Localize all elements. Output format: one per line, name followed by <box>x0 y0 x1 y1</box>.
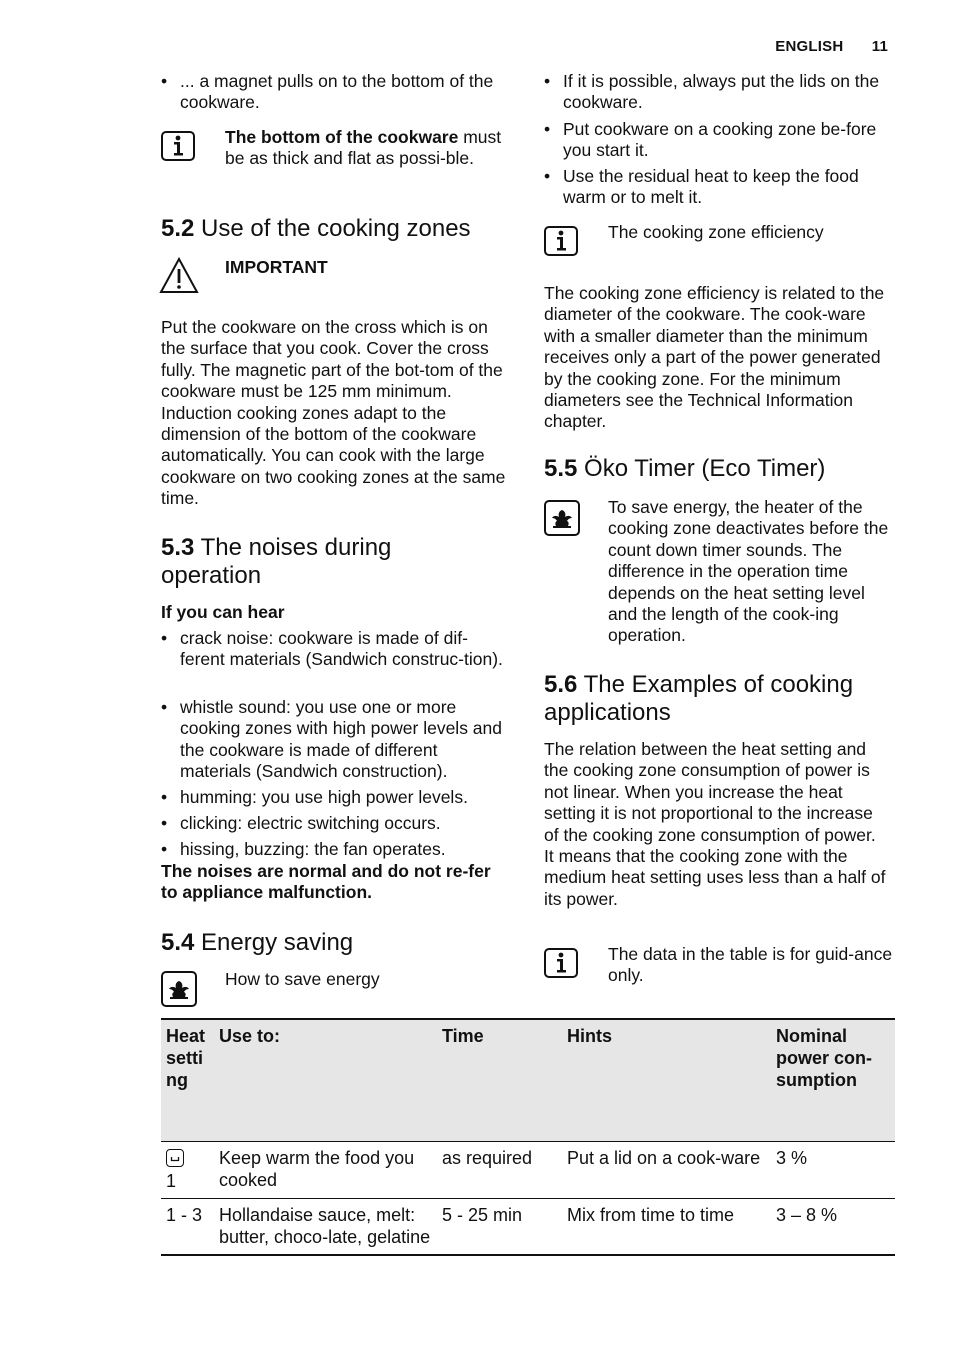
eco-leaf-icon <box>544 500 580 536</box>
page-header <box>751 38 888 55</box>
info-note-efficiency: The cooking zone efficiency <box>608 222 824 242</box>
table-row <box>161 1142 895 1199</box>
bullet-text: Put cookware on a cooking zone be-fore you start it. <box>563 119 877 161</box>
section-number: 5.4 <box>161 929 195 956</box>
paragraph: The relation between the heat setting and the cooking zone consumption of power is not linear. When you increase the heat setting it is not proportional to the increase of the cooking zone consumption of power. It means that the cooking zone with the medium heat setting uses less than a half of its power. <box>544 739 886 909</box>
table-cell: 3 – 8 % <box>771 1199 895 1256</box>
bullet-text: hissing, buzzing: the fan operates. <box>180 839 446 859</box>
info-icon <box>544 226 578 256</box>
table-header-cell: Time <box>437 1019 562 1142</box>
header-page-number: 11 <box>871 38 888 55</box>
eco-timer-text: To save energy, the heater of the cooking zone deactivates before the count down timer sounds. The difference in the operation time depends on the heat setting level and the length of the cook-ing operation. <box>608 497 889 646</box>
section-title: Use of the cooking zones <box>201 215 471 242</box>
bullet-text: ... a magnet pulls on to the bottom of the cookware. <box>180 71 494 113</box>
table-header-cell: Nominal power con-sumption <box>771 1019 895 1142</box>
section-heading-5-2 <box>161 215 521 243</box>
table-cell: as required <box>437 1142 562 1199</box>
noises-note: The noises are normal and do not re-fer to appliance malfunction. <box>161 861 491 903</box>
info-icon <box>161 131 195 161</box>
info-note-bold: The bottom of the cookware <box>225 127 459 147</box>
bullet-text: crack noise: cookware is made of dif-ferent materials (Sandwich construc-tion). <box>180 628 503 670</box>
heat-setting: 1 <box>166 1171 177 1191</box>
table-cell: Hollandaise sauce, melt: butter, choco-late, gelatine <box>214 1199 437 1256</box>
table-cell <box>161 1142 214 1199</box>
section-number: 5.2 <box>161 215 195 242</box>
important-label: IMPORTANT <box>225 257 328 277</box>
section-title-line2: operation <box>161 562 262 589</box>
bullet-text: Use the residual heat to keep the food warm or to melt it. <box>563 166 859 208</box>
info-note-bottom <box>225 127 515 170</box>
eco-leaf-icon <box>161 971 197 1007</box>
section-title-line2: applications <box>544 699 671 726</box>
keep-warm-icon <box>166 1149 184 1167</box>
section-title: Öko Timer (Eco Timer) <box>584 455 826 482</box>
bullet-text: If it is possible, always put the lids on the cookware. <box>563 71 880 113</box>
table-cell: 3 % <box>771 1142 895 1199</box>
table-header-cell: Use to: <box>214 1019 437 1142</box>
table-cell: 1 - 3 <box>161 1199 214 1256</box>
bullet-text: clicking: electric switching occurs. <box>180 813 441 833</box>
section-heading-5-6 <box>544 671 904 727</box>
table-row <box>161 1199 895 1256</box>
info-note-table: The data in the table is for guid-ance only. <box>608 944 893 986</box>
warning-icon <box>159 257 199 295</box>
section-number: 5.5 <box>544 455 578 482</box>
section-title-line1: The noises during <box>200 534 392 561</box>
table-cell: Keep warm the food you cooked <box>214 1142 437 1199</box>
table-header-row <box>161 1019 895 1142</box>
info-note-text: must be as thick and flat as possi-ble. <box>225 127 502 169</box>
table-cell: Put a lid on a cook-ware <box>562 1142 771 1199</box>
table-header-cell: Heat setting <box>161 1019 214 1142</box>
paragraph: The cooking zone efficiency is related to the diameter of the cookware. The cook-ware with a smaller diameter than the minimum receives only a part of the power generated by the cooking zone. For the minimum diameters see the Technical Information chapter. <box>544 283 885 432</box>
paragraph: Put the cookware on the cross which is on the surface that you cook. Cover the cross fully. The magnetic part of the bot-tom of the cookware must be 125 mm minimum. Induction cooking zones adapt to the dimension of the bottom of the cookware automatically. You can cook with the large cookware on two cooking zones at the same time. <box>161 317 506 509</box>
section-number: 5.6 <box>544 671 578 698</box>
section-heading-5-5 <box>544 455 904 483</box>
header-language: ENGLISH <box>775 38 844 55</box>
subheading: If you can hear <box>161 602 285 622</box>
table-cell: 5 - 25 min <box>437 1199 562 1256</box>
cooking-examples-table <box>161 1018 895 1256</box>
section-heading-5-4 <box>161 929 521 957</box>
section-heading-5-3 <box>161 534 521 590</box>
info-icon <box>544 948 578 978</box>
table-header-cell: Hints <box>562 1019 771 1142</box>
table-cell: Mix from time to time <box>562 1199 771 1256</box>
section-title: Energy saving <box>201 929 354 956</box>
section-number: 5.3 <box>161 534 195 561</box>
bullet-text: humming: you use high power levels. <box>180 787 468 807</box>
eco-note: How to save energy <box>225 969 380 989</box>
bullet-text: whistle sound: you use one or more cooking zones with high power levels and the cookware is made of different materials (Sandwich construction). <box>180 697 502 782</box>
section-title-line1: The Examples of cooking <box>583 671 854 698</box>
